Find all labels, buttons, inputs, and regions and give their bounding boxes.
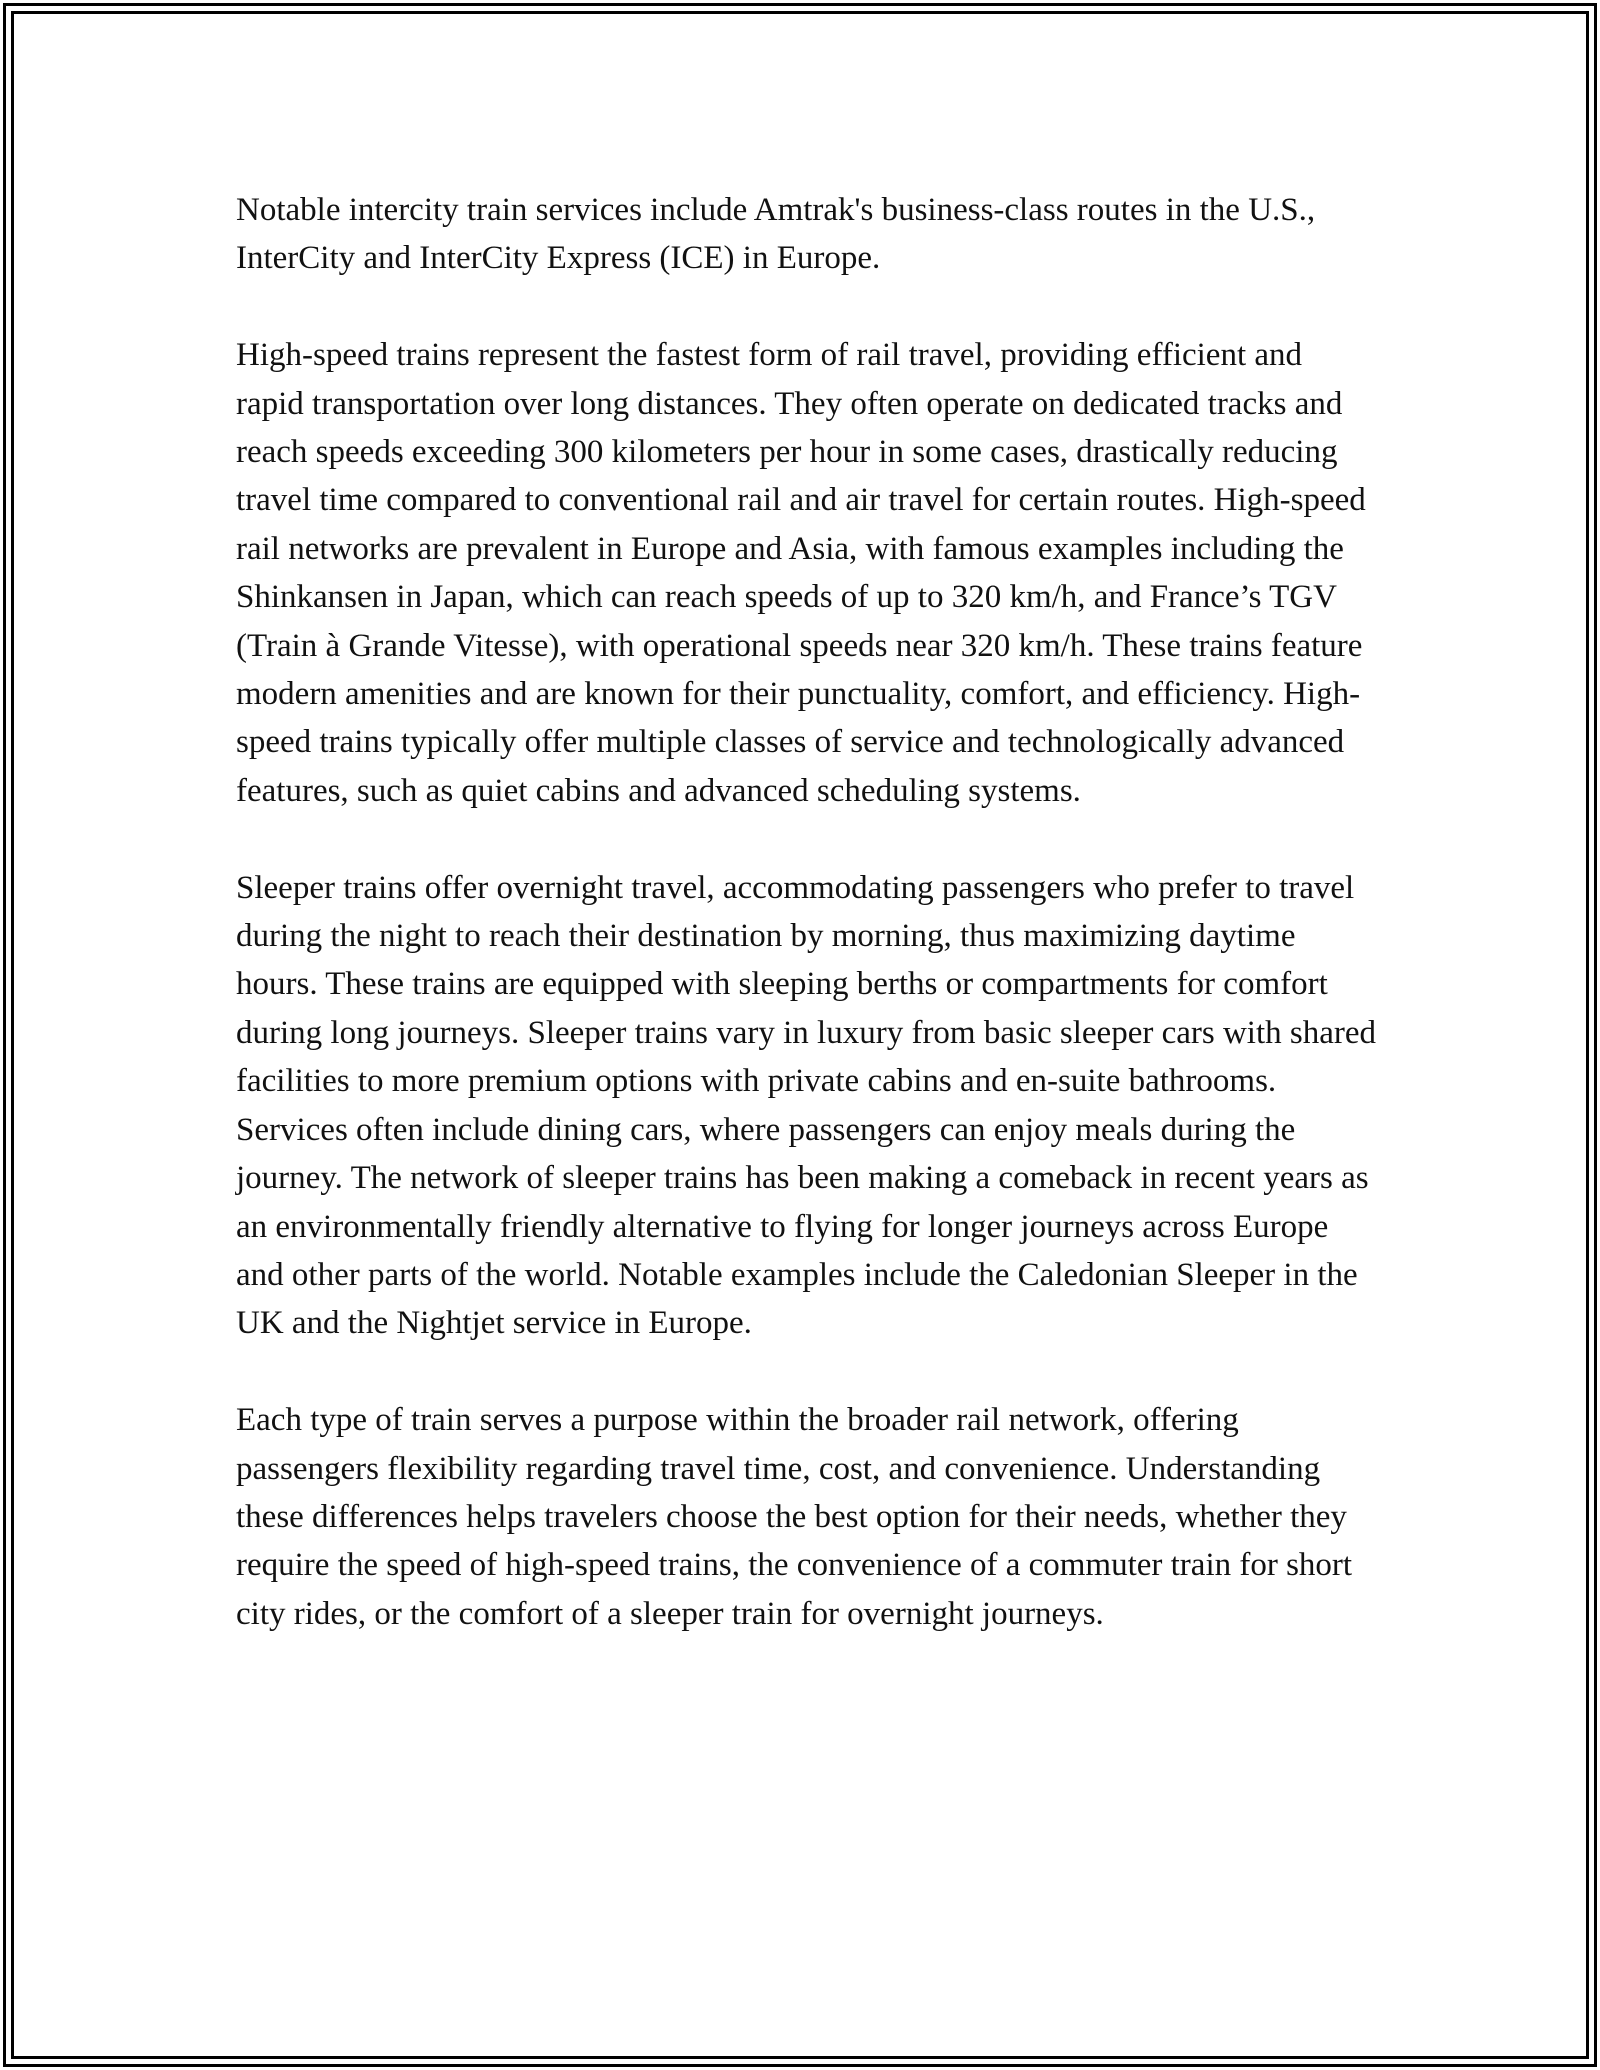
document-body <box>236 186 1376 1687</box>
paragraph-high-speed-trains: High-speed trains represent the fastest form of rail travel, providing efficient and rapid transportation over long distances. They often operate on dedicated tracks and reach speeds exceeding 300 kilometers per hour in some cases, drastically reducing travel time compared to conventional rail and air travel for certain routes. High-speed rail networks are prevalent in Europe and Asia, with famous examples including the Shinkansen in Japan, which can reach speeds of up to 320 km/h, and France’s TGV (Train à Grande Vitesse), with operational speeds near 320 km/h. These trains feature modern amenities and are known for their punctuality, comfort, and efficiency. High-speed trains typically offer multiple classes of service and technologically advanced features, such as quiet cabins and advanced scheduling systems. <box>236 337 1366 809</box>
paragraph-sleeper-trains: Sleeper trains offer overnight travel, accommodating passengers who prefer to travel during the night to reach their destination by morning, thus maximizing daytime hours. These trains are equipped with sleeping berths or compartments for comfort during long journeys. Sleeper trains vary in luxury from basic sleeper cars with shared facilities to more premium options with private cabins and en-suite bathrooms. Services often include dining cars, where passengers can enjoy meals during the journey. The network of sleeper trains has been making a comeback in recent years as an environmentally friendly alternative to flying for longer journeys across Europe and other parts of the world. Notable examples include the Caledonian Sleeper in the UK and the Nightjet service in Europe. <box>236 869 1377 1342</box>
paragraph-intercity: Notable intercity train services include Amtrak's business-class routes in the U.S., InterCity and InterCity Express (ICE) in Europe. <box>236 192 1316 277</box>
paragraph-conclusion: Each type of train serves a purpose within the broader rail network, offering passengers flexibility regarding travel time, cost, and convenience. Understanding these differences helps travelers choose the best option for their needs, whether they require the speed of high-speed trains, the convenience of a commuter train for short city rides, or the comfort of a sleeper train for overnight journeys. <box>236 1402 1353 1632</box>
